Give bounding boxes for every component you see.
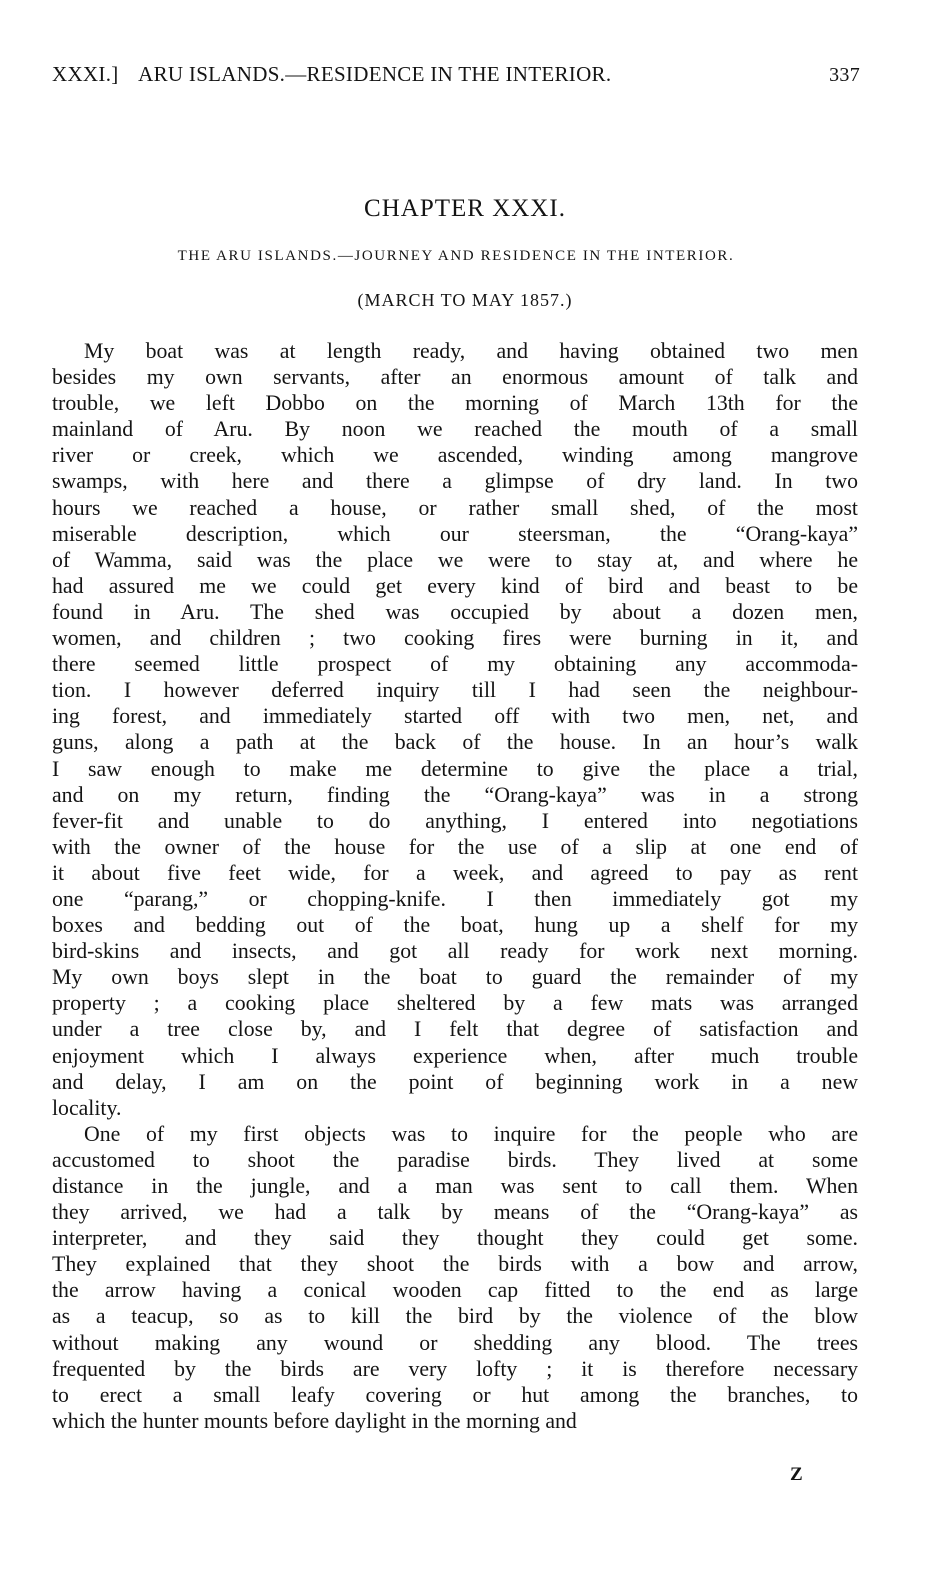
- text-line: accustomed to shoot the paradise birds. They lived at some: [52, 1147, 858, 1172]
- chapter-dates: (MARCH TO MAY 1857.): [357, 290, 573, 310]
- text-line: property ; a cooking place sheltered by a few mats was arranged: [52, 991, 858, 1016]
- text-line: with the owner of the house for the use of a slip at one end of: [52, 834, 858, 859]
- text-line: women, and children ; two cooking fires were burning in it, and: [52, 626, 858, 651]
- text-line: fever-fit and unable to do anything, I entered into negotiations: [52, 808, 858, 833]
- text-line: without making any wound or shedding any blood. The trees: [52, 1330, 858, 1355]
- paragraph: [52, 338, 858, 1121]
- text-line: under a tree close by, and I felt that degree of satisfaction and: [52, 1017, 858, 1042]
- text-line: hours we reached a house, or rather small shed, of the most: [52, 495, 858, 520]
- text-line: which the hunter mounts before daylight in the morning and: [52, 1408, 577, 1433]
- text-line: distance in the jungle, and a man was sent to call them. When: [52, 1174, 858, 1198]
- paragraph: [52, 1121, 858, 1434]
- text-line: bird-skins and insects, and got all ready for work next morning.: [52, 939, 858, 964]
- signature-mark: Z: [790, 1464, 803, 1485]
- text-line: interpreter, and they said they thought they could get some.: [52, 1226, 858, 1251]
- text-line: They explained that they shoot the birds with a bow and arrow,: [52, 1252, 858, 1277]
- text-line: of Wamma, said was the place we were to stay at, and where he: [52, 547, 858, 572]
- text-line: found in Aru. The shed was occupied by about a dozen men,: [52, 599, 858, 624]
- text-line: trouble, we left Dobbo on the morning of March 13th for the: [52, 391, 858, 416]
- running-head-left: [52, 62, 611, 87]
- text-line: boxes and bedding out of the boat, hung up a shelf for my: [52, 913, 858, 938]
- text-line: My own boys slept in the boat to guard the remainder of my: [52, 965, 858, 990]
- text-line: one “parang,” or chopping-knife. I then immediately got my: [52, 886, 858, 911]
- text-line: tion. I however deferred inquiry till I had seen the neighbour-: [52, 678, 858, 703]
- text-line: besides my own servants, after an enormous amount of talk and: [52, 365, 858, 390]
- chapter-title: CHAPTER XXXI.: [364, 195, 566, 222]
- text-line: and delay, I am on the point of beginning work in a new: [52, 1069, 858, 1094]
- text-line: guns, along a path at the back of the house. In an hour’s walk: [52, 730, 858, 755]
- text-line: ing forest, and immediately started off with two men, net, and: [52, 704, 858, 729]
- text-line: the arrow having a conical wooden cap fitted to the end as large: [52, 1278, 858, 1303]
- page-number: 337: [829, 64, 860, 86]
- text-line: miserable description, which our steersman, the “Orang-kaya”: [52, 521, 858, 546]
- text-line: One of my first objects was to inquire for the people who are: [84, 1121, 858, 1146]
- running-head-title: ARU ISLANDS.—RESIDENCE IN THE INTERIOR.: [138, 62, 612, 86]
- text-line: I saw enough to make me determine to give the place a trial,: [52, 756, 858, 781]
- text-line: enjoyment which I always experience when, after much trouble: [52, 1043, 858, 1068]
- text-line: to erect a small leafy covering or hut among the branches, to: [52, 1382, 858, 1407]
- text-line: mainland of Aru. By noon we reached the mouth of a small: [52, 417, 858, 442]
- text-line: and on my return, finding the “Orang-kaya” was in a strong: [52, 782, 858, 807]
- chapter-subtitle: THE ARU ISLANDS.—JOURNEY AND RESIDENCE IN THE INTERIOR.: [177, 248, 735, 264]
- text-line: swamps, with here and there a glimpse of dry land. In two: [52, 469, 858, 494]
- text-line: frequented by the birds are very lofty ; it is therefore necessary: [52, 1356, 858, 1381]
- body-text: [52, 338, 858, 1434]
- running-head: [52, 62, 860, 87]
- text-line: river or creek, which we ascended, winding among mangrove: [52, 443, 858, 468]
- text-line: it about five feet wide, for a week, and agreed to pay as rent: [52, 860, 858, 885]
- text-line: they arrived, we had a talk by means of the “Orang-kaya” as: [52, 1200, 858, 1225]
- text-line: My boat was at length ready, and having obtained two men: [84, 339, 858, 363]
- text-line: had assured me we could get every kind of bird and beast to be: [52, 573, 858, 598]
- running-head-chapter: XXXI.]: [52, 62, 119, 86]
- text-line: locality.: [52, 1095, 122, 1120]
- text-line: as a teacup, so as to kill the bird by the violence of the blow: [52, 1304, 858, 1329]
- text-line: there seemed little prospect of my obtaining any accommoda-: [52, 652, 858, 677]
